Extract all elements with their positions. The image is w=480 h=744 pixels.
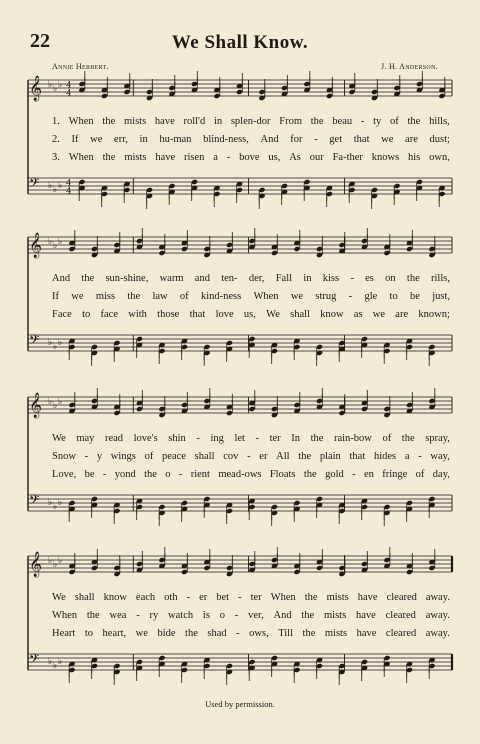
lyric-syllable: day, (432, 469, 450, 480)
lyric-syllable: - (84, 451, 89, 462)
time-signature-denominator: 4 (66, 186, 72, 197)
lyric-syllable: a (213, 152, 218, 163)
lyric-syllable: ter (269, 433, 281, 444)
flat-icon: ♭ (48, 338, 53, 348)
lyric-syllable: of (390, 116, 399, 127)
permission-note: Used by permission. (205, 699, 275, 709)
flat-icon: ♭ (58, 556, 63, 566)
lyric-syllable: ows, (249, 628, 269, 639)
lyric-syllable: Face (52, 309, 72, 320)
lyric-syllable: es (365, 273, 374, 284)
lyric-syllable: ing (210, 433, 224, 444)
lyric-syllable: mists (326, 592, 349, 603)
lyric-syllable: spray, (425, 433, 450, 444)
lyric-syllable: cleared (385, 628, 417, 639)
lyric-syllable: 2. (52, 134, 60, 145)
lyric-syllable: cleared (386, 592, 417, 603)
flat-icon: ♭ (53, 185, 58, 195)
lyric-syllable: the (102, 116, 116, 127)
lyric-syllable: hu-man (159, 134, 192, 145)
lyric-syllable: get (329, 134, 343, 145)
lyric-syllable: shall (290, 309, 310, 320)
lyric-syllable: bide (157, 628, 176, 639)
flat-icon: ♭ (58, 397, 63, 407)
bass-clef-icon: 𝄢 (29, 175, 40, 194)
lyricist-credit: Annie Herbert. (52, 62, 109, 71)
lyric-syllable: We (52, 433, 66, 444)
lyric-syllable: Floats (269, 469, 296, 480)
lyric-syllable: rills, (431, 273, 450, 284)
lyric-syllable: the (298, 451, 312, 462)
lyric-syllable: er (199, 592, 208, 603)
lyric-syllable: kind-ness (200, 291, 242, 302)
lyric-syllable: - (314, 134, 318, 145)
lyric-syllable: away. (425, 610, 450, 621)
lyric-syllable: sun-shine, (105, 273, 149, 284)
lyric-syllable: Snow (52, 451, 76, 462)
lyric-syllable: we (290, 291, 304, 302)
lyric-syllable: Heart (52, 628, 76, 639)
lyric-syllable: to (82, 309, 91, 320)
lyric-syllable: love's (133, 433, 158, 444)
lyric-syllable: of (179, 291, 189, 302)
lyric-syllable: in (213, 116, 223, 127)
lyric-syllable: known; (418, 309, 450, 320)
lyric-syllable: blind-ness, (203, 134, 249, 145)
lyric-syllable: hides (373, 451, 397, 462)
lyric-syllable: the (102, 152, 116, 163)
lyric-syllable: miss (95, 291, 116, 302)
lyric-syllable: risen (184, 152, 205, 163)
lyric-line-verse-1 (52, 592, 450, 603)
flat-icon: ♭ (58, 181, 63, 191)
lyric-syllable: gle (364, 291, 378, 302)
flat-icon: ♭ (53, 84, 58, 94)
lyric-syllable: shin (168, 433, 186, 444)
lyric-syllable: Fa-ther (332, 152, 363, 163)
lyric-syllable: is (202, 610, 210, 621)
lyric-syllable: Fall (275, 273, 293, 284)
lyric-syllable: cov (223, 451, 239, 462)
lyric-syllable: 1. (52, 116, 60, 127)
lyric-syllable: of (382, 433, 392, 444)
lyric-syllable: in (303, 273, 312, 284)
lyric-syllable: as (353, 309, 363, 320)
lyric-syllable: be (410, 291, 420, 302)
flat-icon: ♭ (58, 657, 63, 667)
lyric-syllable: read (104, 433, 124, 444)
lyric-syllable: the (401, 433, 415, 444)
lyric-syllable: shall (194, 451, 215, 462)
lyric-syllable: mists (123, 116, 147, 127)
lyric-syllable: that (349, 451, 366, 462)
lyric-syllable: are (395, 309, 409, 320)
flat-icon: ♭ (48, 498, 53, 508)
flat-icon: ♭ (58, 80, 63, 90)
lyric-syllable: - (234, 610, 239, 621)
lyric-syllable: knows (371, 152, 400, 163)
lyric-syllable: y (96, 451, 103, 462)
lyric-syllable: When (68, 116, 94, 127)
lyric-syllable: - (255, 433, 260, 444)
lyric-line-verse-3 (52, 628, 450, 639)
lyric-syllable: warm (159, 273, 184, 284)
lyric-syllable: ten- (221, 273, 238, 284)
lyric-syllable: way, (430, 451, 450, 462)
lyric-syllable: - (238, 592, 242, 603)
lyric-syllable: oth (164, 592, 178, 603)
lyric-syllable: we (135, 628, 148, 639)
lyric-syllable: As (289, 152, 301, 163)
lyric-syllable: From (279, 116, 303, 127)
flat-icon: ♭ (48, 397, 53, 407)
lyric-syllable: peace (162, 451, 186, 462)
lyric-syllable: - (352, 469, 356, 480)
lyric-syllable: we (71, 291, 84, 302)
lyric-syllable: the (407, 116, 421, 127)
flat-icon: ♭ (53, 560, 58, 570)
lyric-syllable: - (196, 433, 200, 444)
song-title: We Shall Know. (171, 32, 309, 53)
lyric-syllable: - (186, 592, 191, 603)
lyric-syllable: know (103, 592, 127, 603)
lyric-syllable: roll'd (183, 116, 206, 127)
lyric-syllable: - (360, 116, 365, 127)
lyric-syllable: Till (278, 628, 294, 639)
lyric-syllable: - (236, 628, 240, 639)
lyric-syllable: have (155, 152, 176, 163)
lyric-syllable: the (301, 610, 315, 621)
lyric-syllable: ty (373, 116, 382, 127)
lyric-syllable: with (128, 309, 147, 320)
lyric-line-verse-2 (52, 610, 450, 621)
lyric-syllable: When (270, 592, 296, 603)
composer-credit: J. H. Anderson. (380, 62, 438, 71)
lyric-syllable: mead-ows (218, 469, 262, 480)
lyric-syllable: the (406, 273, 420, 284)
treble-clef-icon: 𝄞 (29, 233, 43, 258)
lyric-syllable: us, (243, 309, 256, 320)
lyric-syllable: the (302, 628, 316, 639)
lyric-syllable: be (84, 469, 95, 480)
lyric-syllable: a (404, 451, 410, 462)
lyric-syllable: fringe (382, 469, 408, 480)
lyric-syllable: the (303, 469, 317, 480)
lyric-syllable: o (219, 610, 225, 621)
lyric-syllable: the (81, 273, 95, 284)
lyric-syllable: law (152, 291, 168, 302)
lyric-syllable: And (273, 610, 292, 621)
lyric-syllable: When (253, 291, 279, 302)
time-signature-numerator: 4 (66, 80, 72, 91)
lyric-syllable: er (259, 451, 268, 462)
lyric-syllable: If (52, 291, 59, 302)
lyric-syllable: that (353, 134, 370, 145)
lyric-syllable: the (185, 628, 198, 639)
lyric-syllable: And (52, 273, 71, 284)
lyric-syllable: When (52, 610, 78, 621)
lyric-syllable: der, (248, 273, 265, 284)
lyric-syllable: know (320, 309, 344, 320)
time-signature-denominator: 4 (66, 88, 72, 99)
flat-icon: ♭ (58, 237, 63, 247)
lyric-syllable: shad (207, 628, 227, 639)
lyric-syllable: in (139, 134, 148, 145)
lyric-syllable: - (348, 291, 353, 302)
lyric-syllable: the (144, 469, 157, 480)
lyric-syllable: - (102, 469, 107, 480)
lyric-syllable: the (310, 116, 324, 127)
lyric-syllable: o (165, 469, 171, 480)
lyric-syllable: and (194, 273, 210, 284)
lyric-syllable: mists (124, 152, 147, 163)
lyric-syllable: just, (432, 291, 450, 302)
lyric-syllable: We (266, 309, 280, 320)
lyric-syllable: en (363, 469, 374, 480)
lyric-syllable: are (405, 134, 418, 145)
flat-icon: ♭ (48, 80, 53, 90)
lyric-syllable: the (304, 592, 318, 603)
lyric-syllable: ver, (248, 610, 264, 621)
lyric-syllable: dust; (429, 134, 450, 145)
lyric-syllable: - (350, 273, 354, 284)
lyric-syllable: we (90, 134, 103, 145)
lyric-syllable: bet (216, 592, 230, 603)
lyric-syllable: kiss (322, 273, 340, 284)
lyric-syllable: have (356, 610, 376, 621)
lyric-syllable: his (408, 152, 421, 163)
lyric-syllable: heart, (102, 628, 127, 639)
lyric-syllable: gold (325, 469, 344, 480)
lyric-syllable: - (418, 451, 422, 462)
lyric-syllable: ter (250, 592, 262, 603)
lyric-syllable: When (68, 152, 94, 163)
lyric-syllable: face (100, 309, 118, 320)
lyric-syllable: to (389, 291, 398, 302)
lyric-syllable: we (372, 309, 386, 320)
lyric-syllable: yond (114, 469, 136, 480)
flat-icon: ♭ (48, 657, 53, 667)
lyric-syllable: own, (429, 152, 450, 163)
lyric-syllable: mists (324, 610, 347, 621)
flat-icon: ♭ (53, 401, 58, 411)
lyric-syllable: of (144, 451, 154, 462)
treble-clef-icon: 𝄞 (29, 393, 43, 418)
lyric-syllable: love (215, 309, 234, 320)
lyric-syllable: let (234, 433, 245, 444)
lyric-syllable: mists (324, 628, 348, 639)
treble-clef-icon: 𝄞 (29, 552, 43, 577)
lyric-syllable: 3. (52, 152, 60, 163)
lyric-syllable: - (136, 610, 140, 621)
lyric-syllable: watch (168, 610, 194, 621)
time-signature-numerator: 4 (66, 178, 72, 189)
lyric-syllable: wings (110, 451, 136, 462)
lyric-syllable: splen-dor (230, 116, 271, 127)
lyric-syllable: on (385, 273, 396, 284)
flat-icon: ♭ (53, 661, 58, 671)
flat-icon: ♭ (53, 502, 58, 512)
lyric-syllable: have (154, 116, 175, 127)
lyric-syllable: us, (268, 152, 281, 163)
lyric-syllable: away. (425, 628, 450, 639)
lyric-syllable: of (415, 469, 425, 480)
treble-clef-icon: 𝄞 (29, 76, 43, 101)
flat-icon: ♭ (48, 237, 53, 247)
lyric-syllable: the (127, 291, 141, 302)
lyric-syllable: rain-bow (333, 433, 372, 444)
lyric-syllable: our (309, 152, 324, 163)
lyric-syllable: wea (109, 610, 127, 621)
lyric-syllable: cleared (385, 610, 416, 621)
lyric-syllable: Love, (52, 469, 77, 480)
lyric-syllable: have (356, 628, 377, 639)
lyric-syllable: bove (239, 152, 260, 163)
flat-icon: ♭ (48, 556, 53, 566)
lyric-syllable: the (310, 433, 324, 444)
flat-icon: ♭ (48, 181, 53, 191)
lyric-syllable: may (76, 433, 95, 444)
page-number: 22 (30, 30, 50, 52)
lyric-syllable: those (157, 309, 180, 320)
lyric-syllable: have (357, 592, 378, 603)
lyric-syllable: - (226, 152, 231, 163)
lyric-syllable: plain (319, 451, 341, 462)
lyric-syllable: - (178, 469, 183, 480)
flat-icon: ♭ (58, 498, 63, 508)
lyric-syllable: - (247, 451, 251, 462)
lyric-syllable: ry (149, 610, 159, 621)
lyric-syllable: If (71, 134, 79, 145)
lyric-syllable: to (84, 628, 94, 639)
flat-icon: ♭ (58, 338, 63, 348)
lyric-syllable: shall (74, 592, 95, 603)
lyric-syllable: In (291, 433, 300, 444)
lyric-syllable: we (381, 134, 394, 145)
lyric-syllable: We (52, 592, 66, 603)
flat-icon: ♭ (53, 342, 58, 352)
lyric-syllable: And (260, 134, 279, 145)
lyric-syllable: each (135, 592, 156, 603)
bass-clef-icon: 𝄢 (29, 492, 40, 511)
lyric-syllable: strug (315, 291, 337, 302)
flat-icon: ♭ (53, 241, 58, 251)
bass-clef-icon: 𝄢 (29, 332, 40, 351)
lyric-syllable: the (86, 610, 100, 621)
lyric-syllable: for (290, 134, 303, 145)
lyric-syllable: All (276, 451, 290, 462)
bass-clef-icon: 𝄢 (29, 651, 40, 670)
lyric-syllable: that (189, 309, 206, 320)
lyric-syllable: err, (114, 134, 128, 145)
lyric-syllable: beau (332, 116, 353, 127)
lyric-syllable: away. (425, 592, 450, 603)
lyric-syllable: rient (190, 469, 210, 480)
lyric-syllable: hills, (429, 116, 450, 127)
